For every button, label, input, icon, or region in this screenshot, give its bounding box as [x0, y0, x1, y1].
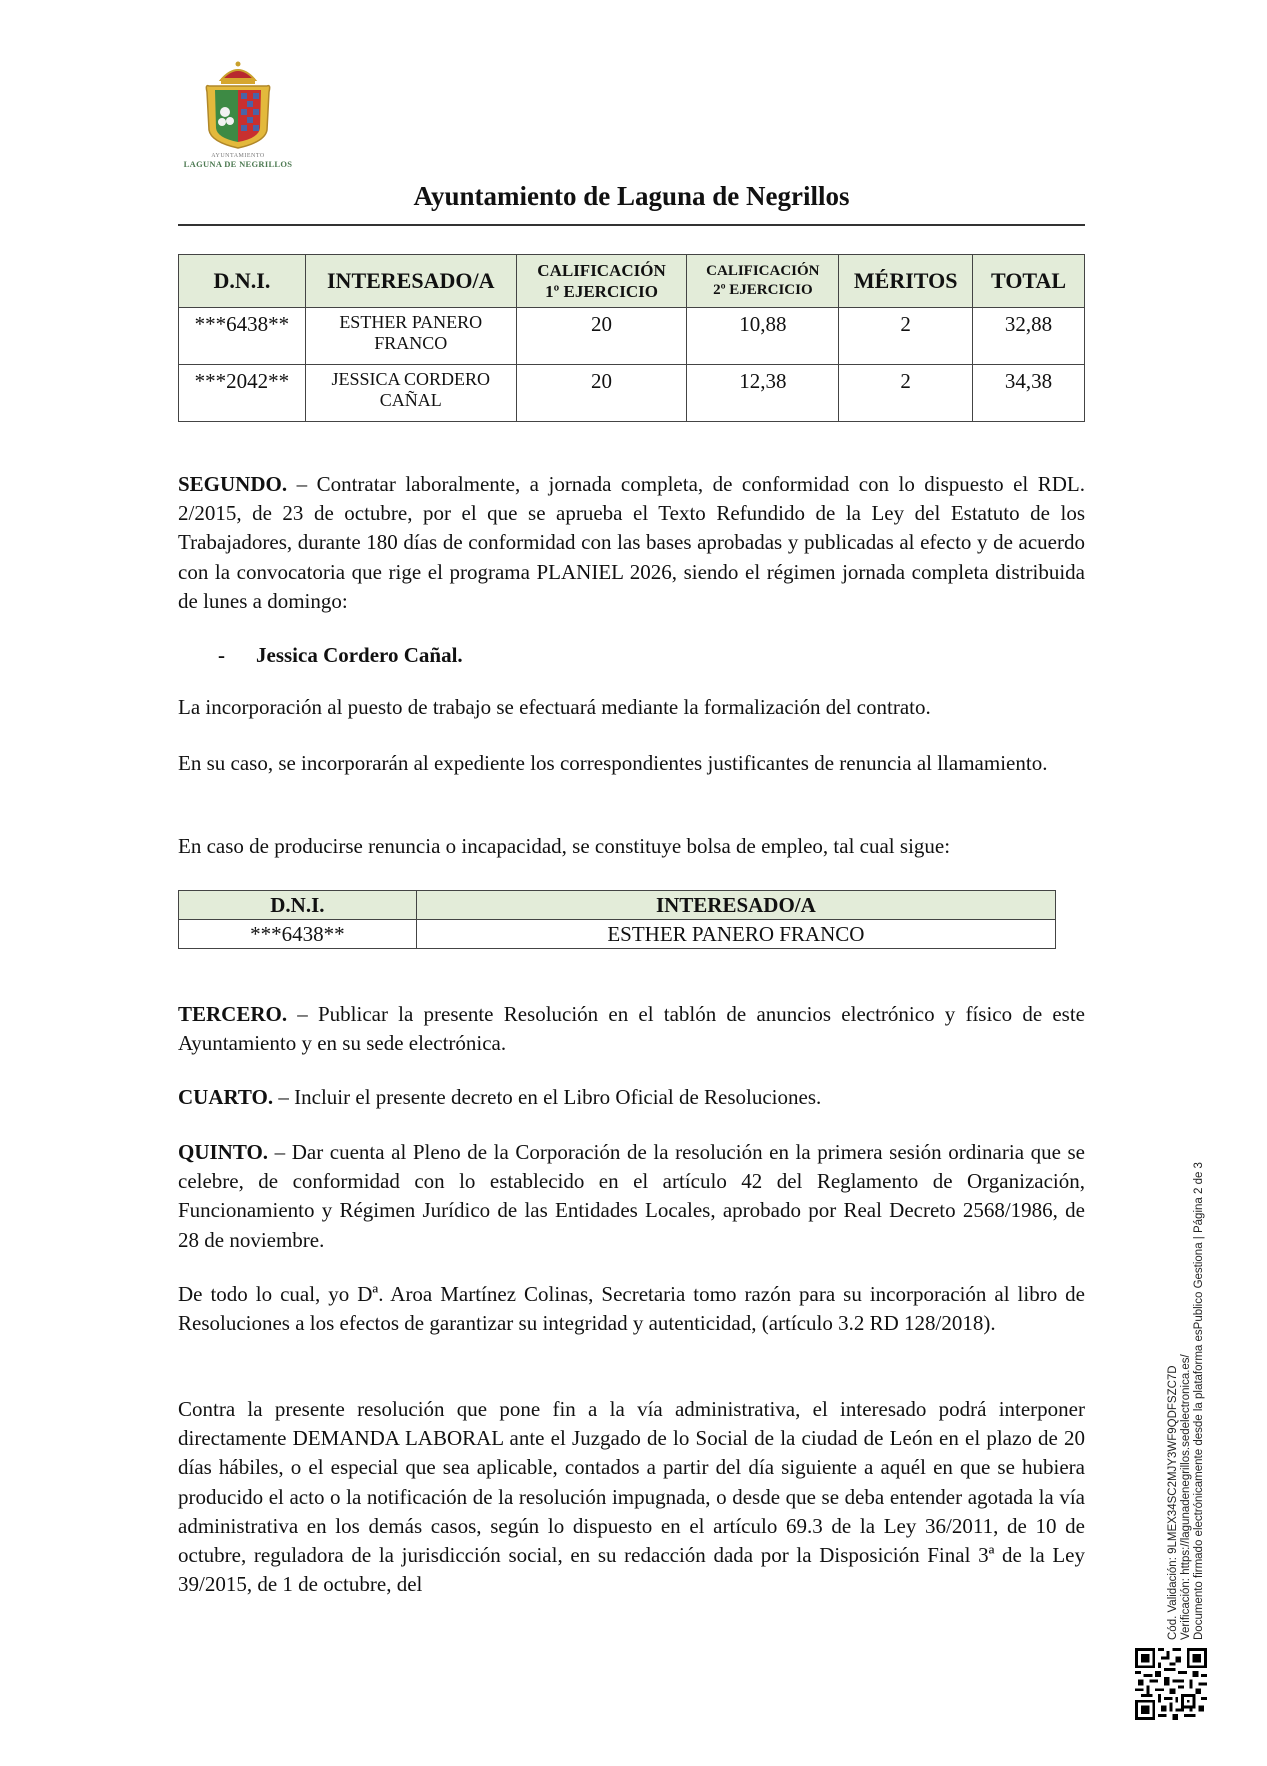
logo-caption-name: LAGUNA DE NEGRILLOS: [183, 159, 293, 169]
signature-notice: Documento firmado electrónicamente desde la plataforma esPublico Gestiona | Página 2 de 3: [1193, 1162, 1205, 1640]
segundo-paragraph: [178, 470, 1085, 616]
renuncia-paragraph: En su caso, se incorporarán al expediente los correspondientes justificantes de renuncia al llamamiento.: [178, 751, 1048, 775]
cell-dni: ***6438**: [179, 308, 306, 365]
cell-name-line1: ESTHER PANERO: [339, 312, 483, 332]
grades-table: [178, 254, 1085, 422]
segundo-label: SEGUNDO.: [178, 472, 288, 496]
cell-name-line2: CAÑAL: [379, 390, 442, 410]
qr-code-icon[interactable]: [1135, 1648, 1207, 1720]
cuarto-text: – Incluir el presente decreto en el Libro Oficial de Resoluciones.: [273, 1085, 822, 1109]
quinto-text: – Dar cuenta al Pleno de la Corporación de la resolución en la primera sesión ordinaria que se celebre, de conformidad con lo establecido en el artículo 42 del Reglamento de Organización, Funcionamiento y Régimen Jurídico de las Entidades Locales, aprobado por Real Decreto 2568/1986, de 28 de noviembre.: [178, 1140, 1085, 1252]
header-calificacion-1-line1: CALIFICACIÓN: [537, 261, 666, 280]
header-dni: D.N.I.: [179, 891, 417, 920]
header-calificacion-2-line2: 2º EJERCICIO: [713, 282, 813, 298]
cell-ejercicio-1: 20: [516, 365, 687, 422]
segundo-text: – Contratar laboralmente, a jornada completa, de conformidad con lo dispuesto el RDL. 2/2015, de 23 de octubre, por el que se aprueba el Texto Refundido de la Ley del Estatuto de los Trabajadores, durante 180 días de conformidad con las bases aprobadas y publicadas al efecto y de acuerdo con la convocatoria que rige el programa PLANIEL 2026, siendo el régimen jornada completa distribuida de lunes a domingo:: [178, 472, 1085, 613]
cell-total: 34,38: [973, 365, 1085, 422]
header-dni: D.N.I.: [179, 255, 306, 308]
cell-dni: ***2042**: [179, 365, 306, 422]
cell-meritos: 2: [839, 308, 973, 365]
header-interesado: INTERESADO/A: [416, 891, 1055, 920]
incorporacion-paragraph: La incorporación al puesto de trabajo se efectuará mediante la formalización del contrato.: [178, 695, 931, 719]
table-row: [179, 920, 1056, 949]
tercero-paragraph: [178, 1000, 1085, 1058]
table-header-row: [179, 891, 1056, 920]
header-calificacion-2-line1: CALIFICACIÓN: [706, 263, 820, 279]
title-divider: [178, 224, 1085, 226]
cell-ejercicio-2: 12,38: [687, 365, 839, 422]
page-title: Ayuntamiento de Laguna de Negrillos: [413, 181, 850, 211]
municipal-logo: [178, 58, 298, 176]
quinto-paragraph: [178, 1138, 1085, 1255]
header-interesado: INTERESADO/A: [305, 255, 516, 308]
table-header-row: [179, 255, 1085, 308]
cell-total: 32,88: [973, 308, 1085, 365]
cuarto-paragraph: [178, 1083, 1085, 1112]
cuarto-label: CUARTO.: [178, 1085, 274, 1109]
coat-of-arms-icon: [201, 58, 275, 150]
cell-ejercicio-1: 20: [516, 308, 687, 365]
header-calificacion-2: [687, 255, 839, 308]
header-calificacion-1-line2: 1º EJERCICIO: [545, 282, 658, 301]
bullet-dash: -: [218, 643, 225, 667]
quinto-label: QUINTO.: [178, 1140, 269, 1164]
validation-code: Cód. Validación: 9LMEX34SC2MJY3WF9QDFSZC7D: [1167, 1365, 1179, 1640]
tercero-text: – Publicar la presente Resolución en el tablón de anuncios electrónico y físico de este Ayuntamiento y en su sede electrónica.: [178, 1002, 1085, 1056]
cell-name-line1: JESSICA CORDERO: [331, 369, 491, 389]
cell-name: ESTHER PANERO FRANCO: [416, 920, 1055, 949]
secretaria-paragraph: De todo lo cual, yo Dª. Aroa Martínez Colinas, Secretaria tomo razón para su incorporación al libro de Resoluciones a los efectos de garantizar su integridad y autenticidad, (artículo 3.2 RD 128/2018).: [178, 1282, 1085, 1336]
table-row: [179, 365, 1085, 422]
header-total: TOTAL: [973, 255, 1085, 308]
cell-name: [305, 308, 516, 365]
cell-dni: ***6438**: [179, 920, 417, 949]
cell-meritos: 2: [839, 365, 973, 422]
cell-ejercicio-2: 10,88: [687, 308, 839, 365]
cell-name-line2: FRANCO: [374, 333, 448, 353]
selected-candidate-item: [218, 643, 463, 668]
verification-strip: [1167, 1162, 1206, 1640]
bolsa-paragraph: En caso de producirse renuncia o incapacidad, se constituye bolsa de empleo, tal cual sigue:: [178, 834, 951, 858]
header-meritos: MÉRITOS: [839, 255, 973, 308]
verification-url[interactable]: Verificación: https://lagunadenegrillos.sedelectronica.es/: [1180, 1354, 1192, 1640]
table-row: [179, 308, 1085, 365]
cell-name: [305, 365, 516, 422]
tercero-label: TERCERO.: [178, 1002, 288, 1026]
logo-caption-top: AYUNTAMIENTO: [211, 153, 265, 159]
selected-candidate-name: Jessica Cordero Cañal.: [256, 643, 463, 667]
header-calificacion-1: [516, 255, 687, 308]
reserve-table: [178, 890, 1056, 949]
recurso-paragraph: Contra la presente resolución que pone fin a la vía administrativa, el interesado podrá interponer directamente DEMANDA LABORAL ante el Juzgado de lo Social de la ciudad de León en el plazo de 20 días hábiles, o el especial que sea aplicable, contados a partir del día siguiente a aquél en que se hubiera producido el acto o la notificación de la resolución impugnada, o desde que se deba entender agotada la vía administrativa en los demás casos, según lo dispuesto en el artículo 69.3 de la Ley 36/2011, de 10 de octubre, reguladora de la jurisdicción social, en su redacción dada por la Disposición Final 3ª de la Ley 39/2015, de 1 de octubre, del: [178, 1397, 1085, 1597]
